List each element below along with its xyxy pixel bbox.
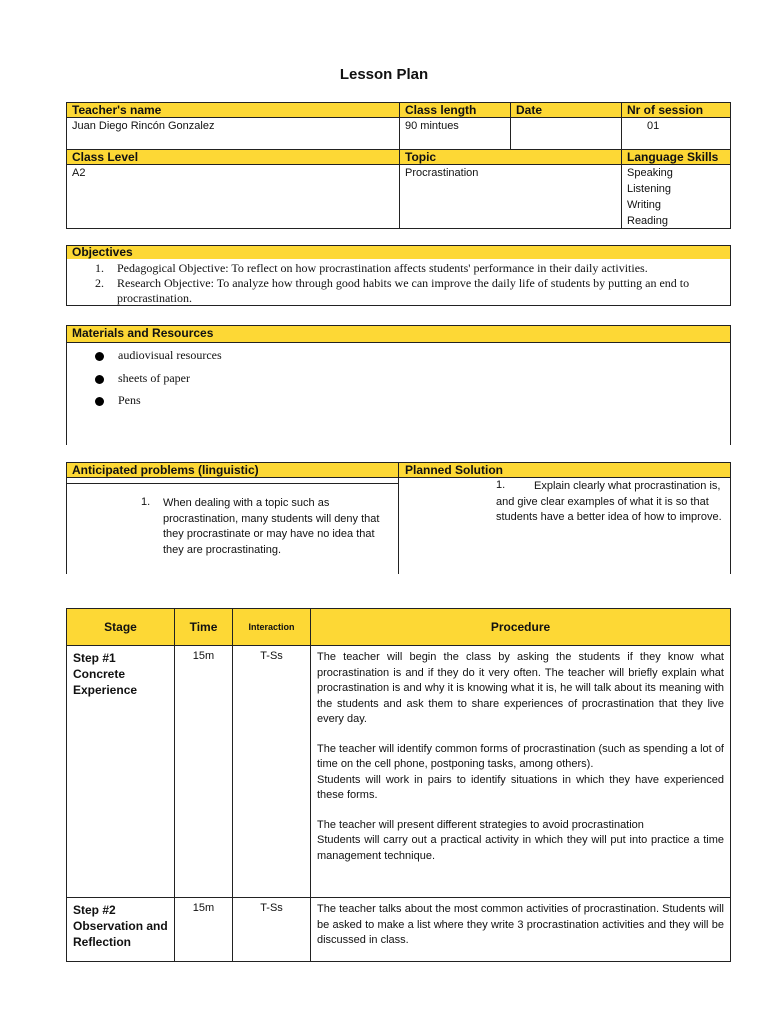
class-level-label: Class Level: [72, 150, 139, 164]
skill-item: Writing: [627, 199, 662, 211]
stage-procedure: [311, 898, 731, 962]
material-item: Pens: [118, 393, 141, 407]
objective-text: Research Objective: To analyze how through good habits we can improve the daily life of students by putting an end to procrastination.: [117, 276, 690, 305]
class-length-label: Class length: [405, 103, 477, 117]
stage-name: Step #1 Concrete Experience: [73, 651, 138, 697]
material-item: sheets of paper: [118, 371, 190, 385]
class-level-value: A2: [72, 167, 86, 179]
planned-solution-label: Planned Solution: [405, 463, 503, 477]
problem-number: 1.: [141, 496, 151, 508]
procedure-paragraph: The teacher talks about the most common activities of procrastination. Students will be asked to make a list where they write 3 procrastination activities and they will be discussed in class.: [317, 903, 724, 946]
objective-number: 1.: [95, 261, 104, 275]
procedure-paragraph: The teacher will identify common forms of procrastination (such as spending a lot of time on the cell phone, postponing tasks, among others). Students will work in pairs to identify situations in which they have experienced these forms.: [317, 742, 724, 801]
skill-item: Listening: [627, 183, 672, 195]
date-label: Date: [516, 103, 543, 117]
procedure-header: Procedure: [311, 609, 731, 646]
objectives-label: Objectives: [72, 245, 133, 259]
stage-interaction: T-Ss: [233, 898, 311, 962]
session-value: 01: [647, 120, 660, 132]
bullet-icon: [95, 397, 104, 406]
stage-time: 15m: [175, 898, 233, 962]
page-title: Lesson Plan: [339, 66, 429, 83]
objective-number: 2.: [95, 276, 104, 290]
table-row: [67, 646, 731, 898]
material-item: audiovisual resources: [118, 348, 222, 362]
skill-item: Reading: [627, 215, 668, 227]
stages-table: [66, 608, 731, 962]
table-row: [67, 898, 731, 962]
bullet-icon: [95, 375, 104, 384]
solution-number: 1.: [496, 479, 506, 491]
teacher-name-value: Juan Diego Rincón Gonzalez: [72, 120, 215, 132]
stage-name: Step #2 Observation and Reflection: [73, 903, 168, 949]
problem-text: When dealing with a topic such as procrastination, many students will deny that they procrastinate or may have no idea that they are procrastinating.: [163, 497, 380, 556]
stage-time: 15m: [175, 646, 233, 898]
materials-label: Materials and Resources: [72, 326, 214, 340]
language-skills-label: Language Skills: [627, 150, 719, 164]
stage-header: Stage: [67, 609, 175, 646]
teacher-name-label: Teacher's name: [72, 103, 162, 117]
interaction-header: Interaction: [233, 609, 311, 646]
time-header: Time: [175, 609, 233, 646]
solution-text: [496, 479, 732, 526]
procedure-paragraph: The teacher will present different strategies to avoid procrastination Students will carry out a practical activity in which they will put into practice a time management technique.: [317, 818, 724, 862]
bullet-icon: [95, 352, 104, 361]
topic-label: Topic: [405, 150, 437, 164]
stage-procedure: [311, 646, 731, 898]
class-length-value: 90 mintues: [405, 120, 459, 132]
stage-interaction: T-Ss: [233, 646, 311, 898]
anticipated-problems-label: Anticipated problems (linguistic): [72, 463, 259, 477]
procedure-paragraph: The teacher will begin the class by asking the students if they know what procrastination is and if they do it very often. The teacher will briefly explain what procrastination is and why it is knowing what it is, he will talk about its meaning with the students and ask them to share experiences of procrastination that they live every day.: [317, 651, 724, 725]
solution-text-content: Explain clearly what procrastination is, and give clear examples of what it is so that students have a better idea of how to improve.: [496, 480, 722, 523]
session-label: Nr of session: [627, 103, 704, 117]
objective-text: Pedagogical Objective: To reflect on how procrastination affects students' performance in their daily activities.: [117, 261, 648, 275]
topic-value: Procrastination: [405, 167, 479, 179]
skill-item: Speaking: [627, 167, 673, 179]
